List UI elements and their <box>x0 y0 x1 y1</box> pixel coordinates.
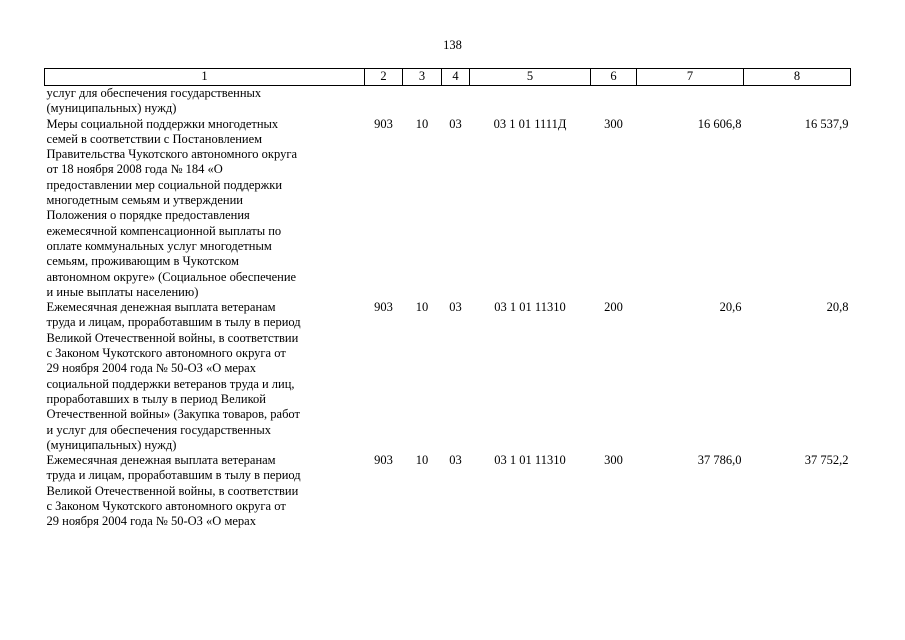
amount-col8 <box>744 86 851 117</box>
section-code: 10 <box>415 300 429 315</box>
column-header: 3 <box>403 69 442 86</box>
ministry-code: 903 <box>374 300 393 315</box>
column-header: 7 <box>637 69 744 86</box>
row-description: услуг для обеспечения государственных (муниципальных) нужд) <box>46 86 262 116</box>
column-header: 1 <box>45 69 365 86</box>
amount-col8: 16 537,9 <box>804 116 849 131</box>
subsection-code: 03 <box>449 300 462 315</box>
expense-type-code <box>591 86 637 117</box>
table-row <box>45 453 851 529</box>
ministry-code <box>365 86 403 117</box>
row-description: Ежемесячная денежная выплата ветеранам труда и лицам, проработавшим в тылу в период Великой Отечественной войны, в соответствии с Законом Чукотского автономного округа от 29 ноября 2004 года № 50-ОЗ «О мерах социальной поддержки ветеранов труда и лиц, проработавших в тылу в период Великой Отечественной войны» (Закупка товаров, работ и услуг для обеспечения государственных (муниципальных) нужд) <box>46 300 301 452</box>
table-row <box>45 117 851 301</box>
target-article-code: 03 1 01 11310 <box>494 300 566 315</box>
section-code <box>403 86 442 117</box>
subsection-code: 03 <box>449 453 462 468</box>
ministry-code: 903 <box>374 453 393 468</box>
amount-col7 <box>637 86 744 117</box>
table-row <box>45 86 851 117</box>
row-description: Меры социальной поддержки многодетных семей в соответствии с Постановлением Правительства Чукотского автономного округа от 18 ноября 2008 года № 184 «О предоставлении мер социальной поддержки многодетным семьям и утверждении Положения о порядке предоставления ежемесячной компенсационной выплаты по оплате коммунальных услуг многодетным семьям, проживающим в Чукотском автономном округе» (Социальное обеспечение и иные выплаты населению) <box>46 116 297 299</box>
ministry-code: 903 <box>374 116 393 131</box>
column-header: 8 <box>744 69 851 86</box>
column-header: 6 <box>591 69 637 86</box>
expense-type-code: 300 <box>604 453 623 468</box>
row-description: Ежемесячная денежная выплата ветеранам труда и лицам, проработавшим в тылу в период Великой Отечественной войны, в соответствии с Законом Чукотского автономного округа от 29 ноября 2004 года № 50-ОЗ «О мерах <box>46 453 301 529</box>
target-article-code: 03 1 01 1111Д <box>493 116 567 131</box>
budget-table <box>44 68 851 530</box>
amount-col8: 37 752,2 <box>804 453 849 468</box>
column-header: 2 <box>365 69 403 86</box>
column-header: 4 <box>442 69 470 86</box>
section-code: 10 <box>415 453 429 468</box>
table-row <box>45 300 851 453</box>
subsection-code <box>442 86 470 117</box>
column-header: 5 <box>470 69 591 86</box>
amount-col8: 20,8 <box>826 300 849 315</box>
target-article-code: 03 1 01 11310 <box>494 453 566 468</box>
amount-col7: 37 786,0 <box>697 453 742 468</box>
header-row <box>45 69 851 86</box>
target-article-code <box>470 86 591 117</box>
subsection-code: 03 <box>449 116 462 131</box>
section-code: 10 <box>415 116 429 131</box>
page-number: 138 <box>443 38 462 52</box>
expense-type-code: 200 <box>604 300 623 315</box>
expense-type-code: 300 <box>604 116 623 131</box>
amount-col7: 20,6 <box>719 300 742 315</box>
amount-col7: 16 606,8 <box>697 116 742 131</box>
